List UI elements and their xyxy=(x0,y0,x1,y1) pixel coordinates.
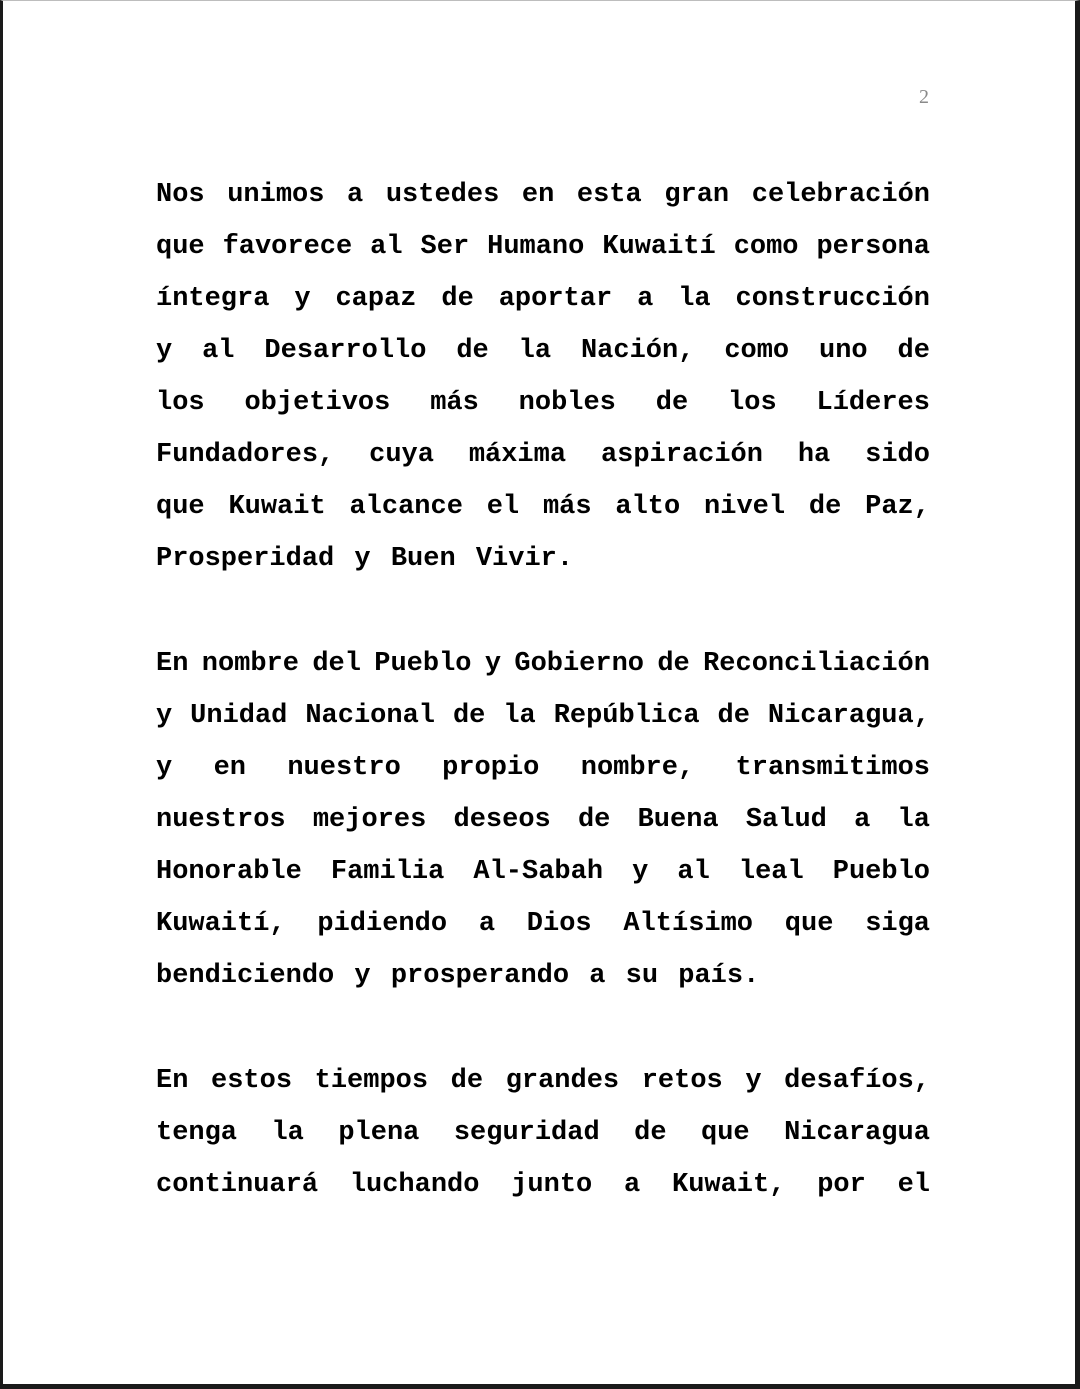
word: Kuwaití xyxy=(602,232,716,262)
word: de xyxy=(441,284,474,314)
word: como xyxy=(724,336,790,366)
word: nivel xyxy=(704,492,786,522)
word: celebración xyxy=(751,180,930,210)
word: a xyxy=(478,909,496,939)
word: Nicaragua, xyxy=(767,701,930,731)
word: Humano xyxy=(487,232,585,262)
word: de xyxy=(808,492,842,522)
word: Paz, xyxy=(865,492,930,522)
word: Kuwait xyxy=(228,492,326,522)
word: ha xyxy=(797,440,831,470)
word: máxima xyxy=(468,440,567,470)
word: del xyxy=(312,649,361,679)
word: de xyxy=(655,388,689,418)
word: Nicaragua xyxy=(784,1118,930,1148)
text-line xyxy=(156,169,930,221)
word: al xyxy=(370,232,403,262)
text-line xyxy=(156,377,930,429)
word: Nacional xyxy=(305,701,435,731)
word: construcción xyxy=(735,284,930,314)
text-line xyxy=(156,846,930,898)
word: el xyxy=(897,1170,930,1200)
word: gran xyxy=(664,180,730,210)
text-line xyxy=(156,1055,930,1107)
word: Honorable xyxy=(156,857,302,887)
word: República xyxy=(553,701,700,731)
paragraph-1 xyxy=(156,169,930,585)
word: alto xyxy=(615,492,681,522)
word: nombre xyxy=(201,649,299,679)
word: persona xyxy=(816,232,930,262)
word: como xyxy=(733,232,799,262)
word: en xyxy=(213,753,246,783)
word: en xyxy=(521,180,555,210)
word: Altísimo xyxy=(623,909,754,939)
word: a xyxy=(347,180,364,210)
word: Ser xyxy=(420,232,470,262)
word: de xyxy=(456,336,489,366)
text-line xyxy=(156,690,930,742)
word: Salud xyxy=(745,805,827,835)
word: los xyxy=(728,388,777,418)
word: objetivos xyxy=(244,388,391,418)
paragraph-3 xyxy=(156,1055,930,1211)
word: y xyxy=(484,649,502,679)
word: de xyxy=(450,1066,484,1096)
text-line xyxy=(156,1159,930,1211)
word: de xyxy=(657,649,690,679)
word: de xyxy=(634,1118,667,1148)
word: la xyxy=(503,701,536,731)
word: Reconciliación xyxy=(703,649,930,679)
word: que xyxy=(784,909,834,939)
word: tiempos xyxy=(314,1066,429,1096)
text-line xyxy=(156,325,930,377)
word: estos xyxy=(211,1066,293,1096)
word: En xyxy=(156,649,189,679)
text-line: Prosperidad y Buen Vivir. xyxy=(156,544,574,574)
word: y xyxy=(156,701,173,731)
word: que xyxy=(156,492,205,522)
word: Dios xyxy=(526,909,592,939)
word: Nos xyxy=(156,180,205,210)
word: al xyxy=(677,857,710,887)
word: de xyxy=(897,336,930,366)
word: nuestro xyxy=(287,753,401,783)
word: seguridad xyxy=(453,1118,600,1148)
word: el xyxy=(486,492,520,522)
word: aspiración xyxy=(600,440,763,470)
word: Líderes xyxy=(816,388,930,418)
word: Familia xyxy=(330,857,445,887)
word: retos xyxy=(641,1066,723,1096)
word: Unidad xyxy=(190,701,288,731)
text-line xyxy=(156,221,930,273)
word: Al-Sabah xyxy=(473,857,604,887)
word: nuestros xyxy=(156,805,286,835)
text-line xyxy=(156,898,930,950)
word: mejores xyxy=(312,805,427,835)
word: nombre, xyxy=(580,753,695,783)
word: uno xyxy=(819,336,868,366)
word: más xyxy=(430,388,479,418)
word: Kuwait, xyxy=(672,1170,786,1200)
text-line xyxy=(156,794,930,846)
text-line xyxy=(156,1107,930,1159)
text-line xyxy=(156,742,930,794)
word: Buena xyxy=(637,805,719,835)
paragraph-2 xyxy=(156,638,930,1002)
word: deseos xyxy=(453,805,551,835)
word: Desarrollo xyxy=(264,336,427,366)
word: siga xyxy=(865,909,930,939)
word: que xyxy=(701,1118,750,1148)
word: esta xyxy=(576,180,642,210)
word: tenga xyxy=(156,1118,238,1148)
word: y xyxy=(632,857,649,887)
word: favorece xyxy=(222,232,353,262)
word: la xyxy=(518,336,552,366)
word: de xyxy=(452,701,486,731)
word: a xyxy=(624,1170,641,1200)
word: cuya xyxy=(369,440,434,470)
word: a xyxy=(637,284,654,314)
word: que xyxy=(156,232,205,262)
word: por xyxy=(817,1170,866,1200)
word: Fundadores, xyxy=(156,440,335,470)
word: ustedes xyxy=(385,180,500,210)
word: y xyxy=(294,284,311,314)
word: Pueblo xyxy=(832,857,930,887)
word: alcance xyxy=(349,492,463,522)
word: nobles xyxy=(518,388,616,418)
word: sido xyxy=(865,440,930,470)
text-line: bendiciendo y prosperando a su país. xyxy=(156,961,760,991)
letter-body xyxy=(156,169,930,1264)
word: Pueblo xyxy=(374,649,472,679)
word: capaz xyxy=(335,284,417,314)
word: a xyxy=(854,805,871,835)
word: de xyxy=(577,805,611,835)
word: pidiendo xyxy=(317,909,448,939)
word: más xyxy=(542,492,592,522)
word: la xyxy=(271,1118,304,1148)
text-line xyxy=(156,481,930,533)
word: junto xyxy=(511,1170,593,1200)
word: y xyxy=(156,753,173,783)
word: luchando xyxy=(349,1170,480,1200)
word: y xyxy=(156,336,173,366)
word: desafíos, xyxy=(784,1066,930,1096)
word: En xyxy=(156,1066,189,1096)
word: continuará xyxy=(156,1170,319,1200)
word: y xyxy=(745,1066,762,1096)
text-line xyxy=(156,429,930,481)
word: unimos xyxy=(227,180,325,210)
page-number: 2 xyxy=(919,86,929,108)
word: propio xyxy=(442,753,540,783)
word: de xyxy=(717,701,750,731)
word: al xyxy=(202,336,235,366)
word: aportar xyxy=(498,284,613,314)
word: grandes xyxy=(505,1066,620,1096)
word: la xyxy=(897,805,930,835)
word: leal xyxy=(738,857,804,887)
word: Kuwaití, xyxy=(156,909,286,939)
word: plena xyxy=(338,1118,420,1148)
word: Gobierno xyxy=(514,649,644,679)
word: la xyxy=(678,284,711,314)
word: Nación, xyxy=(580,336,695,366)
word: íntegra xyxy=(156,284,270,314)
text-line xyxy=(156,638,930,690)
text-line xyxy=(156,273,930,325)
word: los xyxy=(156,388,205,418)
word: transmitimos xyxy=(735,753,930,783)
